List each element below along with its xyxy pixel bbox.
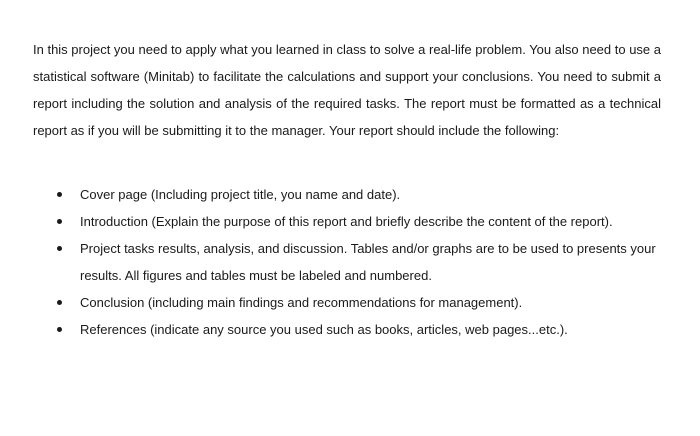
list-item-text: Introduction (Explain the purpose of this report and briefly describe the content of the report). xyxy=(80,214,613,229)
list-item-introduction xyxy=(54,208,664,235)
list-item-references xyxy=(54,316,664,343)
intro-paragraph: In this project you need to apply what you learned in class to solve a real-life problem. You also need to use a statistical software (Minitab) to facilitate the calculations and support your conclusions. You need to submit a report including the solution and analysis of the required tasks. The report must be formatted as a technical report as if you will be submitting it to the manager. Your report should include the following: xyxy=(33,42,661,138)
list-item-text: Conclusion (including main findings and recommendations for management). xyxy=(80,295,523,310)
bullet-icon xyxy=(57,192,62,197)
list-item-text: Project tasks results, analysis, and discussion. Tables and/or graphs are to be used to presents your results. All figures and tables must be labeled and numbered. xyxy=(80,241,656,283)
bullet-icon xyxy=(57,246,62,251)
list-item-text: Cover page (Including project title, you name and date). xyxy=(80,187,401,202)
requirements-list xyxy=(54,181,664,343)
bullet-icon xyxy=(57,300,62,305)
bullet-icon xyxy=(57,219,62,224)
list-item-cover-page xyxy=(54,181,664,208)
list-item-text: References (indicate any source you used such as books, articles, web pages...etc.). xyxy=(80,322,568,337)
list-item-project-tasks xyxy=(54,235,664,289)
bullet-icon xyxy=(57,327,62,332)
list-item-conclusion xyxy=(54,289,664,316)
